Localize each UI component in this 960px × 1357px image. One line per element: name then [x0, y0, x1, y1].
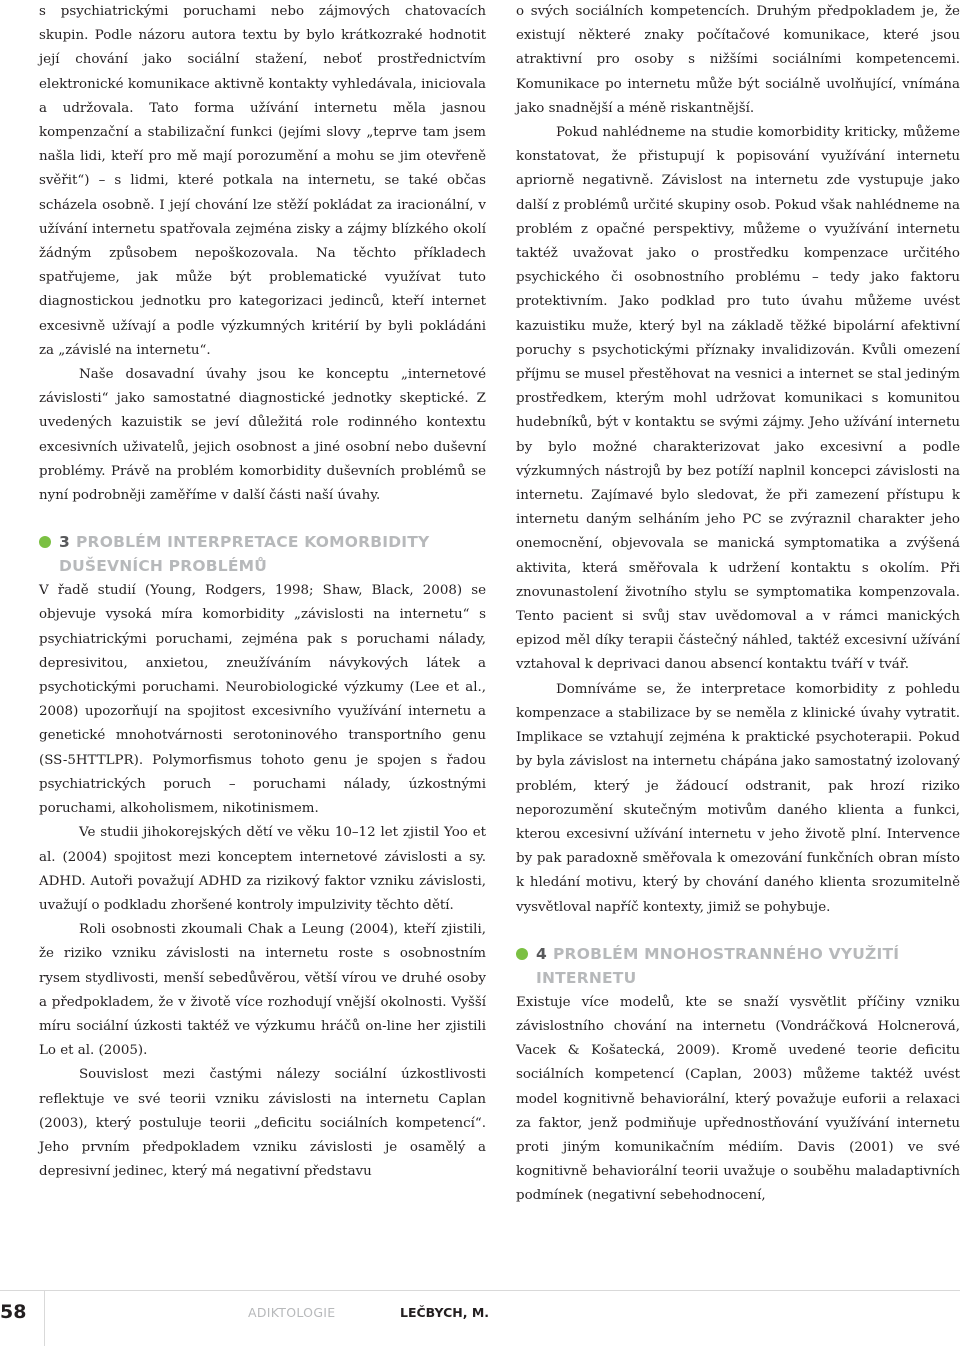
page-number: 58 [0, 1301, 27, 1323]
right-paragraph-1: o svých sociálních kompetencích. Druhým předpokladem je, že existují některé znaky počítačové komunikace, které jsou atraktivní pro osoby s nižšími sociálními kompetencemi. Komunikace po internetu může být sociálně uvolňující, vnímána jako snadnější a méně riskantnější. [516, 4, 960, 116]
bullet-dot-icon [516, 948, 528, 960]
right-paragraph-2: Pokud nahlédneme na studie komorbidity kriticky, můžeme konstatovat, že přistupují k popisování využívání internetu apriorně negativně. Závislost na internetu zde vystupuje jako další z problémů určité skupiny osob. Pokud však nahlédneme na problém z opačné perspektivy, můžeme o využívání internetu taktéž uvažovat jako o prostředku kompenzace určitého psychického či osobnostního problému – tedy jako faktoru protektivním. Jako podklad pro tuto úvahu můžeme uvést kazuistiku muže, který byl na základě těžké bipolární afektivní poruchy s psychotickými příznaky invalidizován. Kvůli omezení příjmu se musel přestěhovat na vesnici a internet se stal jediným prostředkem, kterým mohl udržovat komunikaci s komunitou hudebníků, být v kontaktu se svými zájmy. Jeho užívání internetu by bylo možné charakterizovat jako excesivní a podle výzkumných nástrojů by bez potíží naplnil koncepci závislosti na internetu. Zajímavé bylo sledovat, že při zamezení přístupu k internetu daným selháním jeho PC se zvýraznil charakter jeho onemocnění, objevovala se manická symptomatika a zvýšená aktivita, která směřovala k udržení kontaktu s okolím. Při znovunastolení životního stylu se symptomatika kompenzovala. Tento pacient si svůj stav uvědomoval a v rámci manických epizod měl díky terapii částečný náhled, taktéž excesivní užívání vztahoval k deprivaci danou absencí kontaktu tváří v tvář. [516, 125, 960, 673]
footer-rule [0, 1290, 960, 1291]
section-4-title: PROBLÉM MNOHOSTRANNÉHO VYUŽITÍ INTERNETU [536, 944, 900, 987]
section-4-heading [516, 942, 960, 990]
left-paragraph-5: Roli osobnosti zkoumali Chak a Leung (2004), kteří zjistili, že riziko vzniku závislosti na internetu roste s osobnostním rysem stydlivosti, menší sebedůvěrou, větší vírou ve druhé osoby a předpokladem, že v životě více rozhodují vnější okolnosti. Vyšší míru sociální úzkosti taktéž ve výzkumu hráčů on-line her zjistili Lo et al. (2005). [39, 922, 486, 1059]
right-paragraph-4: Existuje více modelů, kte se snaží vysvětlit příčiny vzniku závislostního chování na internetu (Vondráčková Holcnerová, Vacek & Košatecká, 2009). Kromě uvedené teorie deficitu sociálních kompetencí (Caplan, 2003) můžeme taktéž uvést model kognitivně behaviorální, který považuje euforii a relaxaci za faktor, jenž podmiňuje upřednostňování využívání internetu proti jiným komunikačním médiím. Davis (2001) ve své kognitivně behaviorální teorii uvažuje o souběhu maladaptivních podmínek (negativní sebehodnocení, [516, 994, 960, 1204]
right-paragraph-3: Domníváme se, že interpretace komorbidity z pohledu kompenzace a stabilizace by se neměla z klinické úvahy vytratit. Implikace se vztahují zejména k praktické psychoterapii. Pokud by byla závislost na internetu chápána jako samostatný izolovaný problém, který je žádoucí odstranit, pak hrozí riziko neporozumění skutečným motivům daného klienta a funkci, kterou excesivní užívání internetu v jeho životě plní. Intervence by pak paradoxně směřovala k omezování funkčních obran místo k hledání motivu, který by chování daného klienta srozumitelně vysvětloval napříč kontexty, jimiž se pohybuje. [516, 681, 960, 915]
section-3-title: PROBLÉM INTERPRETACE KOMORBIDITY DUŠEVNÍCH PROBLÉMŮ [59, 533, 430, 576]
left-column [39, 0, 486, 1184]
footer-divider [44, 1290, 45, 1346]
author-name: LEČBYCH, M. [400, 1305, 490, 1320]
left-paragraph-6: Souvislost mezi častými nálezy sociální úzkostlivosti reflektuje ve své teorii vzniku závislosti na internetu Caplan (2003), který postuluje teorii „deficitu sociálních kompetencí“. Jeho prvním předpokladem vzniku závislosti je osamělý a depresivní jedinec, který má negativní představu [39, 1067, 486, 1180]
right-column [516, 0, 960, 1209]
section-4-number: 4 [536, 944, 547, 963]
left-paragraph-1: s psychiatrickými poruchami nebo zájmových chatovacích skupin. Podle názoru autora textu by bylo krátkozraké hodnotit její chování jako sociální stažení, neboť prostřednictvím elektronické komunikace aktivně kontakty vyhledávala, iniciovala a udržovala. Tato forma užívání internetu měla jasnou kompenzační a stabilizační funkci (jejími slovy „teprve tam jsem našla lidi, kteří pro mě mají porozumění a mohu se jim otevřeně svěřit“) – s lidmi, které potkala na internetu, se také občas scházela osobně. I její chování lze stěží pokládat za iracionální, v užívání internetu spatřovala zejména zisky a zájmy blízkého okolí žádným způsobem nepoškozovala. Na těchto příkladech spatřujeme, jak může být problematické využívat tuto diagnostickou jednotku pro kategorizaci jedinců, kteří internet excesivně užívají a podle výzkumných kritérií by byli pokládáni za „závislé na internetu“. [39, 4, 486, 358]
left-paragraph-4: Ve studii jihokorejských dětí ve věku 10–12 let zjistil Yoo et al. (2004) spojitost mezi konceptem internetové závislosti a sy. ADHD. Autoři považují ADHD za rizikový faktor vzniku závislosti, uvažují o podkladu zhoršené kontroly impulzivity těchto dětí. [39, 825, 486, 913]
journal-name: ADIKTOLOGIE [248, 1305, 336, 1320]
section-3-number: 3 [59, 533, 70, 552]
page-footer [0, 1290, 960, 1346]
section-3-heading [39, 530, 486, 578]
left-paragraph-2: Naše dosavadní úvahy jsou ke konceptu „internetové závislosti“ jako samostatné diagnostické jednotky skeptické. Z uvedených kazuistik se jeví důležitá role rodinného kontextu excesivních uživatelů, jejich osobnost a jiné osobní nebo duševní problémy. Právě na problém komorbidity duševních problémů se nyní podrobněji zaměříme v další části naší úvahy. [39, 367, 486, 504]
left-paragraph-3: V řadě studií (Young, Rodgers, 1998; Shaw, Black, 2008) se objevuje vysoká míra komorbidity „závislosti na internetu“ s psychiatrickými poruchami, zejména pak s poruchami nálady, depresivitou, anxietou, zneužíváním návykových látek a psychotickými poruchami. Neurobiologické výzkumy (Lee et al., 2008) upozorňují na spojitost excesivního využívání internetu a genetické mnohotvárnosti serotoninového transportního genu (SS-5HTTLPR). Polymorfismus tohoto genu je spojen s řadou psychiatrických poruch – poruchami nálady, úzkostnými poruchami, alkoholismem, nikotinismem. [39, 583, 486, 817]
bullet-dot-icon [39, 536, 51, 548]
